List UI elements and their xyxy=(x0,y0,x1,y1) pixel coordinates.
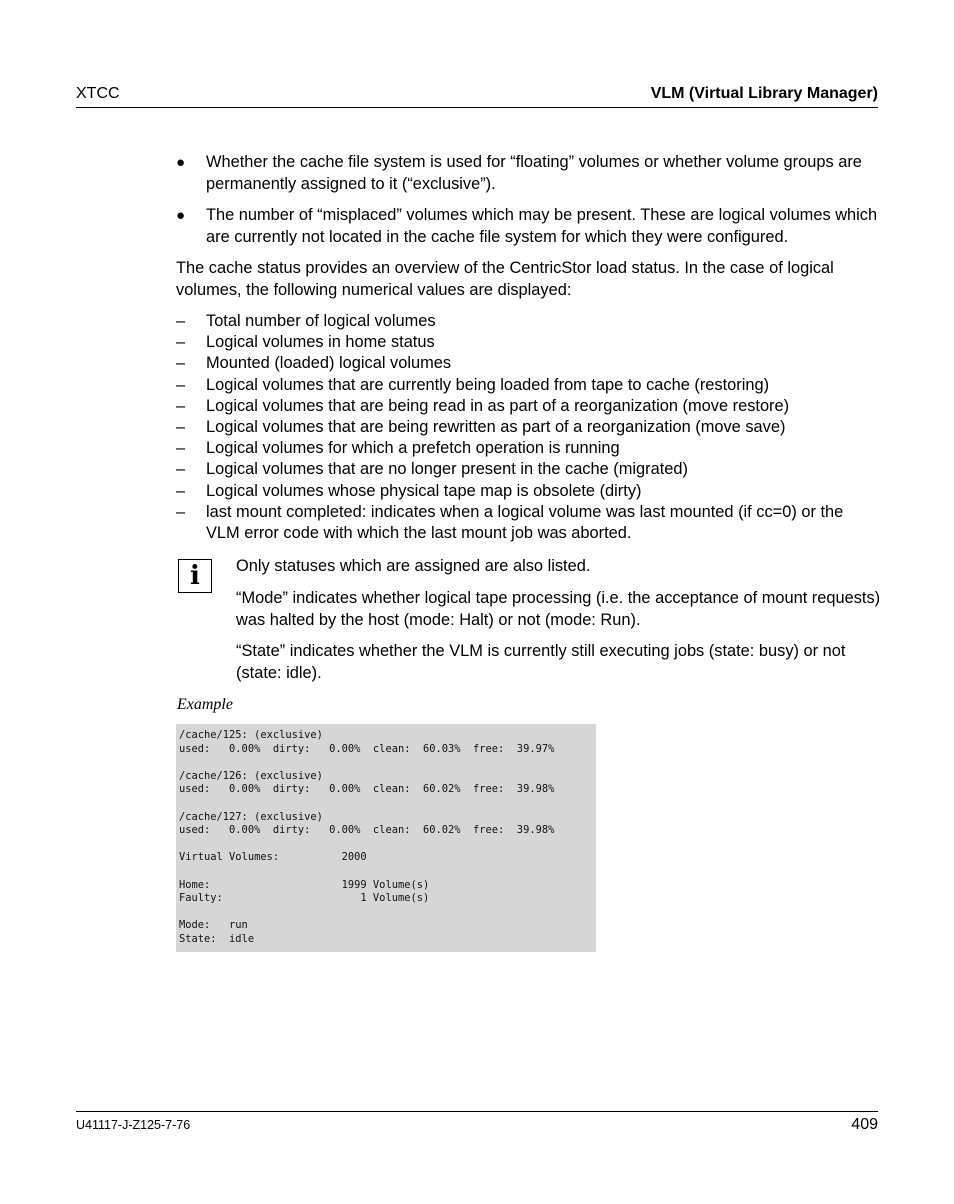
dash-icon: – xyxy=(176,396,186,415)
footer-rule xyxy=(76,1111,878,1112)
dash-icon: – xyxy=(176,312,186,330)
dash-icon: – xyxy=(176,481,186,500)
dash-icon: – xyxy=(176,354,186,373)
page-number: 409 xyxy=(851,1116,878,1133)
footer-document-id: U41117-J-Z125-7-76 xyxy=(76,1118,191,1132)
list-item: – Logical volumes that are currently being loaded from tape to cache (restoring) xyxy=(176,375,881,396)
note-paragraph: Only statuses which are assigned are also listed. xyxy=(236,557,591,575)
dash-icon: – xyxy=(176,333,186,352)
list-item: – Mounted (loaded) logical volumes xyxy=(176,353,881,374)
example-code-block: /cache/125: (exclusive) used: 0.00% dirty: 0.00% clean: 60.03% free: 39.97% /cache/126: (exclusive) used: 0.00% dirty: 0.00% clean: 60.02% free: 39.98% /cache/127: (exclusive) used: 0.00% dirty: 0.00% clean: 60.02% free: 39.98% Virtual Volumes: 2000 Home: 1999 Volume(s) Faulty: 1 Volume(s) Mode: run State: idle xyxy=(176,724,596,952)
dash-list xyxy=(176,311,881,545)
list-item: – Total number of logical volumes xyxy=(176,311,881,332)
list-item: – Logical volumes whose physical tape map is obsolete (dirty) xyxy=(176,481,881,502)
header-rule xyxy=(76,107,878,108)
list-item: – last mount completed: indicates when a logical volume was last mounted (if cc=0) or the VLM error code with which the last mount job was aborted. xyxy=(176,502,844,543)
list-item: – Logical volumes that are being read in as part of a reorganization (move restore) xyxy=(176,396,881,417)
bullet-icon: ● xyxy=(176,154,186,171)
list-item: – Logical volumes in home status xyxy=(176,332,881,353)
note-paragraph: “Mode” indicates whether logical tape processing (i.e. the acceptance of mount requests) was halted by the host (mode: Halt) or not (mode: Run). xyxy=(236,589,881,629)
note-paragraph: “State” indicates whether the VLM is currently still executing jobs (state: busy) or not (state: idle). xyxy=(236,642,846,682)
info-icon: i xyxy=(178,559,212,593)
dash-icon: – xyxy=(176,502,186,521)
header-section-title: VLM (Virtual Library Manager) xyxy=(650,85,878,102)
list-item: – Logical volumes that are no longer present in the cache (migrated) xyxy=(176,459,881,480)
dash-icon: – xyxy=(176,439,186,458)
example-label: Example xyxy=(177,696,233,713)
dash-icon: – xyxy=(176,418,186,437)
list-item: – Logical volumes that are being rewritten as part of a reorganization (move save) xyxy=(176,417,881,438)
list-item: – Logical volumes for which a prefetch operation is running xyxy=(176,438,881,459)
dash-icon: – xyxy=(176,460,186,479)
bullet-text: Whether the cache file system is used for “floating” volumes or whether volume groups are permanently assigned to it (“exclusive”). xyxy=(206,153,862,193)
bullet-text: The number of “misplaced” volumes which may be present. These are logical volumes which are currently not located in the cache file system for which they were configured. xyxy=(206,206,878,246)
intro-paragraph: The cache status provides an overview of the CentricStor load status. In the case of logical volumes, the following numerical values are displayed: xyxy=(176,259,834,299)
dash-icon: – xyxy=(176,375,186,394)
header-chapter: XTCC xyxy=(76,85,120,102)
bullet-icon: ● xyxy=(176,207,186,224)
